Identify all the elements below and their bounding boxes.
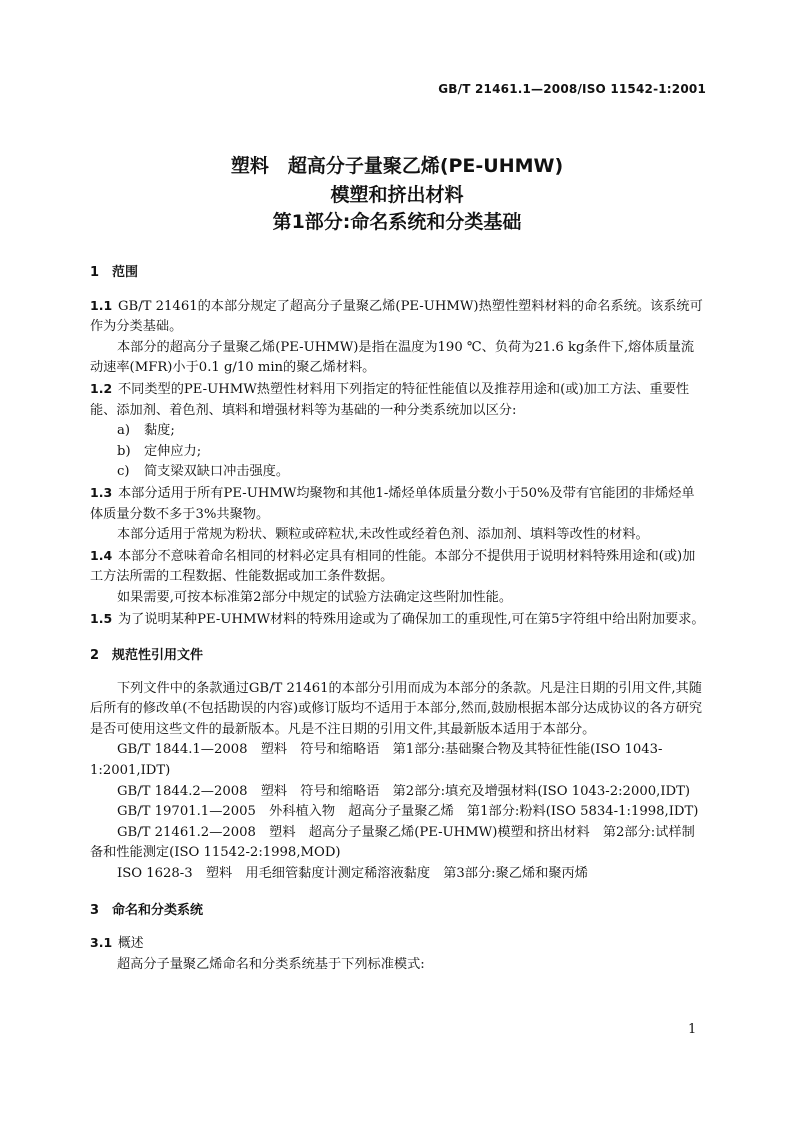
clause-text: 本部分适用于所有PE-UHMW均聚物和其他1-烯烃单体质量分数小于50%及带有官能团的非烯烃单体质量分数不多于3%共聚物。 — [90, 485, 695, 522]
clause-text: GB/T 21461的本部分规定了超高分子量聚乙烯(PE-UHMW)热塑性塑料材料的命名系统。该系统可作为分类基础。 — [90, 298, 703, 335]
reference-item: GB/T 21461.2—2008 塑料 超高分子量聚乙烯(PE-UHMW)模塑和挤出材料 第2部分:试样制备和性能测定(ISO 11542-2:1998,MOD) — [90, 824, 695, 861]
clause-text: 本部分不意味着命名相同的材料必定具有相同的性能。本部分不提供用于说明材料特殊用途和(或)加工方法所需的工程数据、性能数据或加工条件数据。 — [90, 548, 696, 585]
clause-number: 1.2 — [90, 380, 113, 396]
clause-1-3 — [90, 483, 706, 525]
list-item-text: 简支梁双缺口冲击强度。 — [144, 464, 290, 480]
clause-1-4 — [90, 546, 706, 588]
list-item-text: 定伸应力; — [144, 443, 202, 459]
title-line-1: 塑料 超高分子量聚乙烯(PE-UHMW) — [230, 155, 564, 177]
clause-text: 为了说明某种PE-UHMW材料的特殊用途或为了确保加工的重现性,可在第5字符组中给出附加要求。 — [118, 611, 705, 627]
clause-number: 1.3 — [90, 484, 113, 500]
clause-number: 1.5 — [90, 610, 113, 626]
paragraph: 超高分子量聚乙烯命名和分类系统基于下列标准模式: — [117, 956, 425, 972]
clause-1-1 — [90, 296, 706, 338]
paragraph: 本部分的超高分子量聚乙烯(PE-UHMW)是指在温度为190 ℃、负荷为21.6 kg条件下,熔体质量流动速率(MFR)小于0.1 g/10 min的聚乙烯材料。 — [90, 339, 695, 376]
reference-item: ISO 1628-3 塑料 用毛细管黏度计测定稀溶液黏度 第3部分:聚乙烯和聚丙烯 — [117, 866, 588, 882]
list-marker: a) — [117, 423, 131, 439]
reference-item: GB/T 1844.2—2008 塑料 符号和缩略语 第2部分:填充及增强材料(ISO 1043-2:2000,IDT) — [117, 783, 691, 799]
list-marker: c) — [117, 464, 130, 480]
section-2-heading: 2 规范性引用文件 — [90, 648, 204, 664]
standard-code: GB/T 21461.1—2008/ISO 11542-1:2001 — [438, 82, 706, 96]
clause-number: 1.1 — [90, 297, 113, 313]
clause-number: 1.4 — [90, 547, 113, 563]
list-item — [90, 421, 706, 442]
document-body — [90, 263, 706, 975]
clause-1-5 — [90, 609, 706, 631]
paragraph: 下列文件中的条款通过GB/T 21461的本部分引用而成为本部分的条款。凡是注日期的引用文件,其随后所有的修改单(不包括勘误的内容)或修订版均不适用于本部分,然而,鼓励根据本部分达成协议的各方研究是否可使用这些文件的最新版本。凡是不注日期的引用文件,其最新版本适用于本部分。 — [90, 680, 703, 737]
section-3-heading: 3 命名和分类系统 — [90, 902, 204, 918]
list-marker: b) — [117, 443, 131, 459]
paragraph: 如果需要,可按本标准第2部分中规定的试验方法确定这些附加性能。 — [117, 589, 513, 605]
clause-3-1-heading — [90, 933, 706, 955]
title-line-2: 模塑和挤出材料 — [330, 184, 464, 206]
clause-text: 不同类型的PE-UHMW热塑性材料用下列指定的特征性能值以及推荐用途和(或)加工方法、重要性能、添加剂、着色剂、填料和增强材料等为基础的一种分类系统加以区分: — [90, 381, 690, 418]
page-number: 1 — [688, 1022, 697, 1037]
clause-number: 3.1 — [90, 935, 113, 951]
clause-1-2 — [90, 379, 706, 421]
section-1-heading: 1 范围 — [90, 265, 139, 280]
reference-item: GB/T 1844.1—2008 塑料 符号和缩略语 第1部分:基础聚合物及其特征性能(ISO 1043-1:2001,IDT) — [90, 742, 663, 779]
paragraph: 本部分适用于常规为粉状、颗粒或碎粒状,未改性或经着色剂、添加剂、填料等改性的材料。 — [117, 527, 649, 543]
reference-item: GB/T 19701.1—2005 外科植入物 超高分子量聚乙烯 第1部分:粉料(ISO 5834-1:1998,IDT) — [117, 804, 699, 820]
list-item — [90, 442, 706, 463]
title-line-3: 第1部分:命名系统和分类基础 — [272, 211, 522, 233]
list-item-text: 黏度; — [144, 423, 175, 439]
subsection-title: 概述 — [118, 936, 144, 952]
list-item — [90, 462, 706, 483]
